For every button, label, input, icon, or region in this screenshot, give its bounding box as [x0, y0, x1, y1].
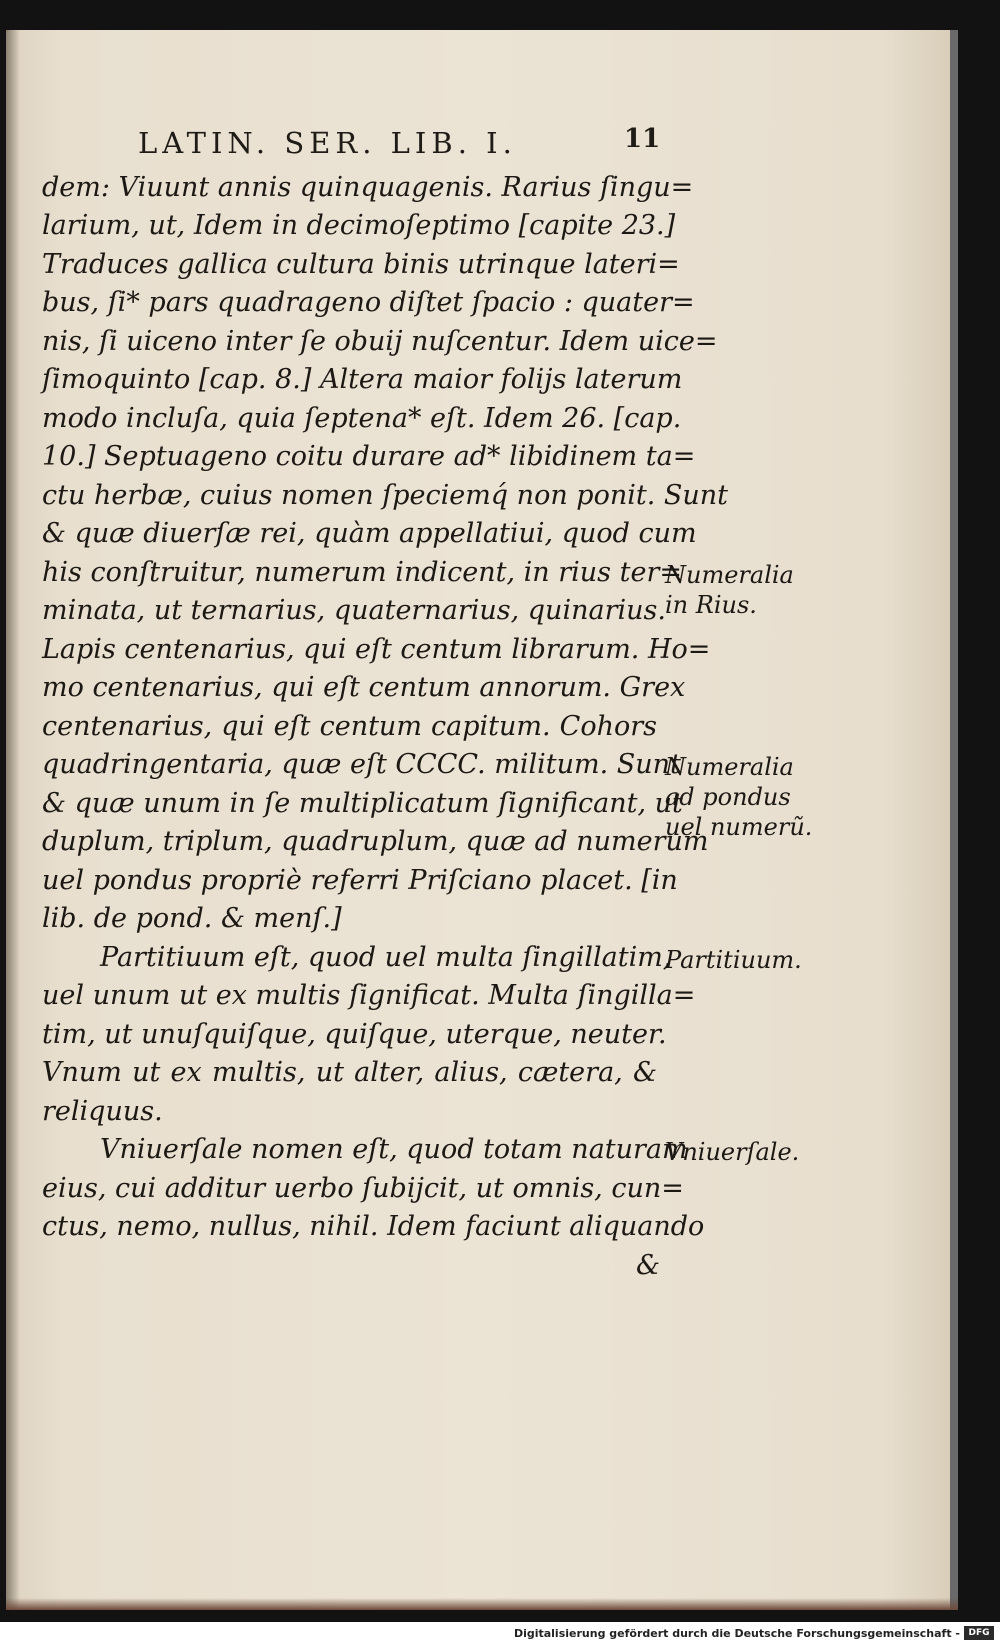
text-line: uel unum ut ex multis ſignificat. Multa ſingilla=: [42, 980, 696, 1011]
text-line: Vniuerſale nomen eſt, quod totam naturam: [100, 1134, 688, 1165]
marginal-note-line: Numeralia: [665, 561, 794, 589]
text-line: Traduces gallica cultura binis utrinque lateri=: [42, 249, 680, 280]
marginal-note-line: Vniuerſale.: [665, 1138, 800, 1166]
text-line: lib. de pond. & menſ.]: [42, 903, 342, 934]
text-line: modo incluſa, quia ſeptena* eſt. Idem 26. [cap.: [42, 403, 682, 434]
text-line: Partitiuum eſt, quod uel multa ſingillatim,: [100, 942, 672, 973]
text-line: nis, ſi uiceno inter ſe obuij nuſcentur. Idem uice=: [42, 326, 718, 357]
text-line: ctu herbæ, cuius nomen ſpeciemq́ non ponit. Sunt: [42, 480, 728, 511]
text-line: reliquus.: [42, 1096, 163, 1127]
text-line: centenarius, qui eſt centum capitum. Cohors: [42, 711, 657, 742]
text-line: tim, ut unuſquiſque, quiſque, uterque, neuter.: [42, 1019, 667, 1050]
text-line: minata, ut ternarius, quaternarius, quinarius.: [42, 595, 666, 626]
marginal-note-line: uel numerũ.: [665, 813, 813, 841]
text-line: bus, ſi* pars quadrageno diſtet ſpacio : quater=: [42, 287, 695, 318]
text-line: Vnum ut ex multis, ut alter, alius, cætera, &: [42, 1057, 657, 1088]
marginal-note-line: Partitiuum.: [665, 946, 802, 974]
text-line: & quæ diuerſæ rei, quàm appellatiui, quod cum: [42, 518, 697, 549]
page-number: 11: [624, 124, 661, 154]
text-line: duplum, triplum, quadruplum, quæ ad numerum: [42, 826, 709, 857]
text-line: ctus, nemo, nullus, nihil. Idem faciunt aliquando: [42, 1211, 705, 1242]
funding-credit: Digitalisierung gefördert durch die Deutsche Forschungsgemeinschaft -: [513, 1627, 960, 1640]
text-line: mo centenarius, qui eſt centum annorum. Grex: [42, 672, 686, 703]
text-line: 10.] Septuageno coitu durare ad* libidinem ta=: [42, 441, 696, 472]
footer-bar: [0, 1622, 1000, 1645]
page-bottom-edge: [6, 1598, 958, 1610]
text-line: uel pondus propriè referri Priſciano placet. [in: [42, 865, 678, 896]
text-line: his conſtruitur, numerum indicent, in rius ter=: [42, 557, 682, 588]
text-line: larium, ut, Idem in decimoſeptimo [capite 23.]: [42, 210, 676, 241]
text-line: ſimoquinto [cap. 8.] Altera maior folijs laterum: [42, 364, 683, 395]
text-line: dem: Viuunt annis quinquagenis. Rarius ſingu=: [42, 172, 694, 203]
marginal-note-line: ad pondus: [665, 783, 791, 811]
marginal-note-line: in Rius.: [665, 591, 757, 619]
catchword: &: [635, 1250, 660, 1281]
text-line: Lapis centenarius, qui eſt centum librarum. Ho=: [42, 634, 711, 665]
marginal-note-line: Numeralia: [665, 753, 794, 781]
page-gutter-shadow: [6, 30, 20, 1610]
dfg-logo: DFG: [964, 1626, 994, 1640]
page-right-edge: [950, 30, 958, 1610]
text-line: quadringentaria, quæ eſt CCCC. militum. Sunt: [42, 749, 681, 780]
running-head: LATIN. SER. LIB. I.: [138, 126, 517, 160]
text-line: & quæ unum in ſe multiplicatum ſignificant, ut: [42, 788, 683, 819]
text-line: eius, cui additur uerbo ſubijcit, ut omnis, cun=: [42, 1173, 684, 1204]
